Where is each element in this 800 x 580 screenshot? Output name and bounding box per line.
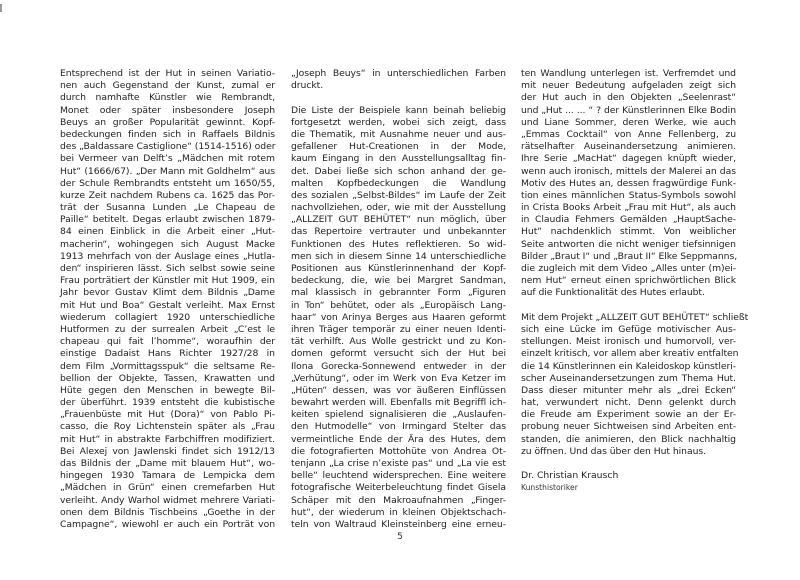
text-line: Beuys an großer Popularität gewinnt. Kopf-	[60, 116, 275, 128]
text-line: Hut“ (1666/67). „Der Mann mit Goldhelm“ aus	[60, 165, 275, 177]
text-column-left	[60, 68, 275, 531]
text-line: den Hutmodelle“ von Irmingard Stelter das	[291, 421, 506, 433]
text-line: das Bildnis der „Dame mit blauem Hut“, wo-	[60, 458, 275, 469]
text-line: bewahrt werden will. Ebenfalls mit Begriffl ich-	[291, 397, 506, 409]
text-line: mit Hut“ in abstrakte Farbchiffren modifiziert.	[60, 433, 275, 445]
text-line: men sich in diesem Sinne 14 unterschiedliche	[291, 250, 506, 262]
paragraph-gap	[521, 300, 736, 312]
text-line: teln von Waltraud Kleinsteinberg eine erneu-	[291, 518, 506, 530]
text-line: auf die Funktionalität des Hutes erlaubt.	[521, 287, 705, 299]
text-line: tion eines männlichen Status-Symbols sowohl	[521, 189, 736, 201]
text-line: zu öffnen. Und das über den Hut hinaus.	[521, 445, 707, 457]
text-line: die Freude am Experiment sowie an der Er-	[521, 409, 736, 421]
text-line: stellungen. Meist ironisch und humorvoll, ver-	[521, 336, 736, 348]
text-column-right	[521, 68, 749, 493]
text-line: fotografische Weiterbeleuchtung findet Gisela	[291, 482, 506, 494]
text-line: mit neuer Bedeutung aufgeladen zeigt sich	[521, 80, 736, 92]
text-line: Motiv des Hutes an, dessen fragwürdige Funk-	[521, 177, 736, 189]
text-line: trät der Susanna Lunden „Le Chapeau de	[60, 202, 275, 214]
text-line: Ilona Gorecka-Sonnewend entweder in der	[291, 360, 506, 372]
text-line: Hut“ nachdenklich stimmt. Von weiblicher	[521, 226, 736, 238]
text-line: macherin“, wohingegen sich August Macke	[60, 238, 275, 250]
text-line: nachvollziehen, oder, wie mit der Ausstellung	[291, 202, 506, 214]
paragraph-gap	[291, 92, 506, 104]
paragraph-gap	[521, 458, 736, 470]
text-line: wenn auch ironisch, mittels der Malerei an das	[521, 165, 736, 177]
text-line: Bilder „Braut I“ und „Braut II“ Elke Seppmanns,	[521, 250, 738, 262]
text-line: kaum Eingang in den Ausstellungsalltag fin-	[291, 153, 506, 165]
text-line: wiederum collagiert 1920 unterschiedliche	[60, 311, 275, 323]
text-line: in Crista Books Arbeit „Frau mit Hut“, als auch	[521, 202, 736, 214]
text-line: probung neuer Sichtweisen sind Arbeiten ent-	[521, 421, 736, 433]
author-name: Dr. Christian Krausch	[521, 470, 619, 482]
text-line: in Ton“ behütet, oder als „Europäisch Lang-	[291, 299, 506, 311]
text-line: ihren Träger temporär zu einer neuen Identi-	[291, 323, 506, 335]
text-line: nem Hut“ erneut einen sprichwörtlichen Blick	[521, 275, 736, 287]
text-line: den“ inspirieren lässt. Sich selbst sowie seine	[60, 263, 275, 274]
text-line: Dass dieser mitunter mehr als „drei Ecken“	[521, 384, 736, 396]
text-line: hut“, der wiederum in kleinen Objektschach-	[291, 506, 506, 518]
text-line: Monet oder später insbesondere Joseph	[60, 104, 275, 116]
text-line: bei Vermeer van Delft’s „Mädchen mit rotem	[60, 153, 275, 165]
text-line: nen auch Gegenstand der Kunst, zumal er	[60, 80, 275, 92]
text-line: haar“ von Arinya Berges aus Haaren geformt	[291, 311, 506, 323]
text-line: standen, die animieren, den Blick nachhaltig	[521, 433, 736, 445]
text-line: sich eine Lücke im Gefüge motivischer Aus-	[521, 323, 736, 335]
text-line: 84 einen Einblick in die Arbeit einer „Hut-	[60, 226, 275, 238]
text-line: tenjann „La crise n’existe pas“ und „La vie est	[291, 458, 506, 469]
text-line: des „Baldassare Castiglione“ (1514-1516) oder	[60, 141, 276, 153]
text-line: einzelt kritisch, vor allem aber kreativ entfalten	[521, 348, 739, 360]
text-line: ten Wandlung unterlegen ist. Verfremdet und	[521, 68, 736, 79]
text-line: scher Auseinandersetzungen zum Thema Hut.	[521, 372, 736, 384]
text-line: belle“ leuchtend widersprechen. Eine weitere	[291, 470, 506, 482]
text-line: 1913 mehrfach von der Auslage eines „Hutla-	[60, 250, 275, 262]
text-line: druckt.	[291, 80, 324, 92]
text-line: der überführt. 1939 entsteht die kubistische	[60, 397, 275, 409]
text-line: onen dem Bildnis Tischbeins „Goethe in der	[60, 506, 275, 518]
text-line: Campagne“, wiewohl er auch ein Porträt von	[60, 518, 275, 530]
text-line: det. Dabei ließe sich schon anhand der ge-	[291, 165, 506, 177]
text-line: Mit dem Projekt „ALLZEIT GUT BEHÜTET“ schließt	[521, 311, 749, 323]
text-line: „Mädchen in Grün“ einen cremefarben Hut	[60, 482, 275, 494]
page-edge-mark	[0, 4, 2, 12]
text-line: vermeintliche Ende der Ära des Hutes, dem	[291, 433, 506, 445]
text-line: „Hüten“ dessen, was vor äußeren Einflüssen	[291, 384, 506, 396]
text-line: Seite antworten die nicht weniger tiefsinnigen	[521, 238, 736, 250]
text-line: kurze Zeit nachdem Rubens ca. 1625 das Por-	[60, 189, 275, 201]
text-line: in Claudia Fehmers Gemälden „HauptSache-	[521, 214, 736, 226]
text-line: Funktionen des Hutes reflektieren. So wid-	[291, 238, 506, 250]
text-line: Die Liste der Beispiele kann beinah beliebig	[291, 104, 506, 116]
text-line: gefallener Hut-Creationen in der Mode,	[291, 141, 506, 153]
text-line: „Verhütung“, oder im Werk von Eva Ketzer im	[291, 372, 506, 384]
text-line: Bei Alexej von Jawlenski findet sich 1912/13	[60, 445, 275, 457]
text-line: die 14 Künstlerinnen ein Kaleidoskop künstleri-	[521, 360, 736, 372]
text-line: domen geformt versucht sich der Hut bei	[291, 348, 506, 360]
text-line: rätselhafter Auseinandersetzung animieren.	[521, 141, 736, 153]
text-line: Positionen aus Künstlerinnenhand der Kopf-	[291, 263, 506, 274]
text-line: Schäper mit den Makroaufnahmen „Finger-	[291, 494, 506, 506]
text-line: keiten spielend signalisieren die „Auslaufen-	[291, 409, 506, 421]
text-line: chapeau qui fait l’homme“, woraufhin der	[60, 336, 275, 348]
text-line: Hutformen zu der surrealen Arbeit „C’est le	[60, 323, 275, 335]
text-line: die Thematik, mit Ausnahme neuer und aus-	[291, 128, 506, 140]
text-line: mit Hut und Boa“ Gestalt verleiht. Max Ernst	[60, 299, 275, 311]
text-line: Hüte gegen den Menschen in bewegte Bil-	[60, 384, 275, 396]
text-line: die zugleich mit dem Video „Alles unter (m)ei-	[521, 263, 736, 274]
text-line: die fotografierten Mottohüte von Andrea Ot-	[291, 445, 506, 457]
text-line: „ALLZEIT GUT BEHÜTET“ nun möglich, über	[291, 214, 506, 226]
text-line: tät verhilft. Aus Wolle gestrickt und zu Kon-	[291, 336, 506, 348]
text-line: durch namhafte Künstler wie Rembrandt,	[60, 92, 275, 104]
text-line: „Emmas Cocktail“ von Anne Fellenberg, zu	[521, 128, 736, 140]
text-line: mal klassisch in gebrannter Form „Figuren	[291, 287, 506, 299]
text-line: „Frauenbüste mit Hut (Dora)“ von Pablo Pi-	[60, 409, 275, 421]
text-line: „Joseph Beuys“ in unterschiedlichen Farben	[291, 68, 506, 79]
text-line: casso, die Roy Lichtenstein später als „Frau	[60, 421, 275, 433]
text-line: Jahr bevor Gustav Klimt dem Bildnis „Dame	[60, 287, 275, 299]
text-line: Paille“ betitelt. Degas erlaubt zwischen 1879-	[60, 214, 275, 226]
text-line: fortgesetzt werden, wobei sich zeigt, dass	[291, 116, 506, 128]
text-column-middle	[291, 68, 506, 531]
page-number: 5	[397, 532, 403, 542]
text-line: dem Film „Vormittagsspuk“ die seltsame Re-	[60, 360, 275, 372]
text-line: der Schule Rembrandts entsteht um 1650/55,	[60, 177, 275, 189]
text-line: verleiht. Andy Warhol widmet mehrere Variati-	[60, 494, 275, 506]
text-line: und Liane Sommer, deren Werke, wie auch	[521, 116, 736, 128]
text-line: der Hut auch in den Objekten „Seelenrast“	[521, 92, 736, 104]
text-line: Ihre Serie „MacHat“ dagegen knüpft wieder,	[521, 153, 736, 165]
text-line: bedeckungen finden sich in Raffaels Bildnis	[60, 128, 275, 140]
text-line: und „Hut ... ... “ ? der Künstlerinnen Elke Bodin	[521, 104, 736, 116]
text-line: bellion der Objekte, Tassen, Krawatten und	[60, 372, 275, 384]
text-line: das Repertoire vertrauter und unbekannter	[291, 226, 506, 238]
text-line: Frau porträtiert der Künstler mit Hut 1909, ein	[60, 275, 275, 287]
author-role: Kunsthistoriker	[521, 483, 578, 493]
text-line: Entsprechend ist der Hut in seinen Variatio-	[60, 68, 275, 79]
text-line: hat, verwundert nicht. Denn gelenkt durch	[521, 397, 736, 409]
text-line: einstige Dadaist Hans Richter 1927/28 in	[60, 348, 275, 360]
text-line: des sozialen „Selbst-Bildes“ im Laufe der Zeit	[291, 189, 506, 201]
text-line: hingegen 1930 Tamara de Lempicka dem	[60, 470, 275, 482]
text-line: bedeckung, die, wie bei Margret Sandman,	[291, 275, 506, 287]
text-line: malten Kopfbedeckungen die Wandlung	[291, 177, 506, 189]
